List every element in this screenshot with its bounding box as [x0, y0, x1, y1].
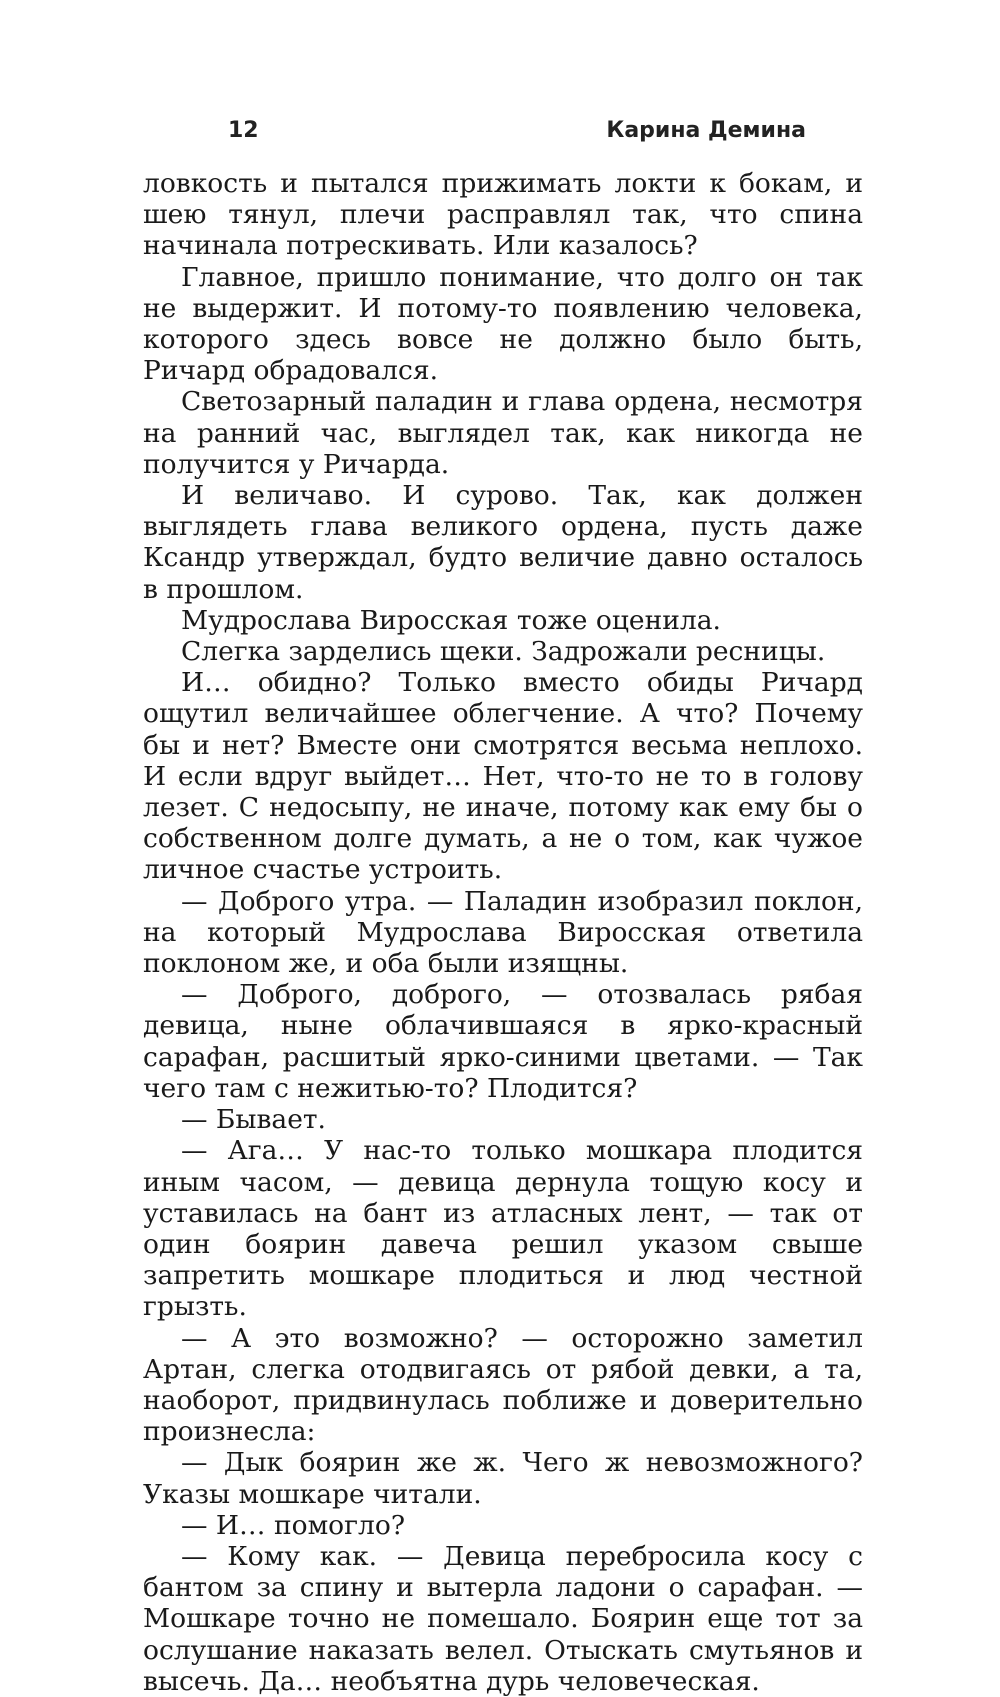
- paragraph: Светозарный паладин и глава ордена, несмотря на ранний час, выглядел так, как никогда не получится у Ричарда.: [143, 386, 863, 480]
- running-header: [228, 118, 806, 148]
- paragraph: Главное, пришло понимание, что долго он так не выдержит. И потому-то появлению человека, которого здесь вовсе не должно было быть, Ричард обрадовался.: [143, 261, 863, 387]
- body-text: [143, 168, 863, 1697]
- dialogue-paragraph: — Ага… У нас-то только мошкара плодится иным часом, — девица дернула тощую косу и уставилась на бант из атласных лент, — так от один боярин давеча решил указом свыше запретить мошкаре плодиться и люд честной грызть.: [143, 1135, 863, 1323]
- paragraph: Мудрослава Виросская тоже оценила.: [181, 604, 721, 636]
- dialogue-paragraph: — Кому как. — Девица перебросила косу с бантом за спину и вытерла ладони о сарафан. — Мошкаре точно не помешало. Боярин еще тот за ослушание наказать велел. Отыскать смутьянов и высечь. Да… необъятна дурь человеческая.: [143, 1540, 863, 1697]
- paragraph: И величаво. И сурово. Так, как должен выглядеть глава великого ордена, пусть даже Ксандр утверждал, будто величие давно осталось в прошлом.: [143, 480, 863, 605]
- page-number: 12: [228, 118, 259, 143]
- dialogue-paragraph: — Бывает.: [181, 1104, 326, 1136]
- author-name: Карина Демина: [606, 118, 806, 143]
- dialogue-paragraph: — Доброго, доброго, — отозвалась рябая девица, ныне облачившаяся в ярко-красный сарафан, расшитый ярко-синими цветами. — Так чего там с нежитью-то? Плодится?: [143, 979, 863, 1104]
- dialogue-paragraph: — Доброго утра. — Паладин изобразил поклон, на который Мудрослава Виросская ответила поклоном же, и оба были изящны.: [143, 885, 863, 980]
- paragraph: И… обидно? Только вместо обиды Ричард ощутил величайшее облегчение. А что? Почему бы и нет? Вместе они смотрятся весьма неплохо. И если вдруг выйдет… Нет, что-то не то в голову лезет. С недосыпу, не иначе, потому как ему бы о собственном долге думать, а не о том, как чужое личное счастье устроить.: [143, 667, 863, 886]
- paragraph: Слегка зарделись щеки. Задрожали ресницы.: [181, 636, 826, 668]
- dialogue-paragraph: — И… помогло?: [181, 1509, 406, 1541]
- paragraph: ловкость и пытался прижимать локти к бокам, и шею тянул, плечи расправлял так, что спина начинала потрескивать. Или казалось?: [143, 168, 863, 262]
- dialogue-paragraph: — Дык боярин же ж. Чего ж невозможного? Указы мошкаре читали.: [143, 1447, 863, 1510]
- dialogue-paragraph: — А это возможно? — осторожно заметил Артан, слегка отодвигаясь от рябой девки, а та, наоборот, придвинулась поближе и доверительно произнесла:: [143, 1322, 863, 1448]
